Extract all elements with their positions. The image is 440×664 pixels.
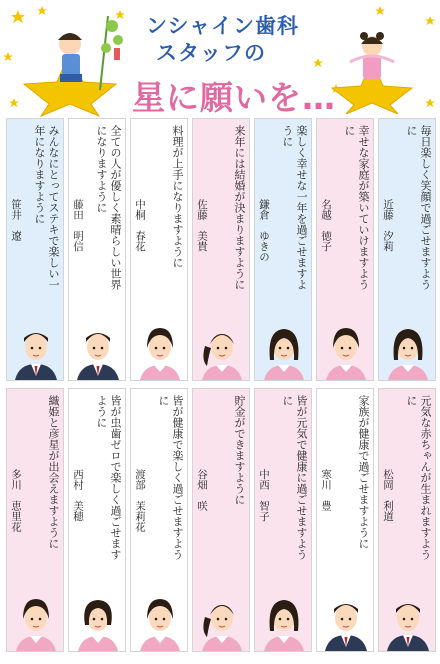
wish-card bbox=[6, 388, 64, 652]
star-icon bbox=[37, 6, 47, 15]
hikoboshi-icon bbox=[58, 16, 123, 90]
staff-portrait-icon bbox=[321, 591, 371, 651]
staff-portrait-icon bbox=[135, 320, 185, 380]
wish-card bbox=[254, 388, 312, 652]
star-icon bbox=[3, 52, 13, 61]
staff-name: 名越 徳子 bbox=[320, 199, 332, 252]
wish-text: 毎日楽しく笑顔で過ごせますように bbox=[405, 125, 432, 290]
staff-name: 笹井 遼 bbox=[10, 199, 22, 241]
wish-text: 皆が健康で楽しく過ごせますように bbox=[157, 395, 184, 560]
wish-text: 来年には結婚が決まりますように bbox=[233, 125, 246, 290]
staff-portrait-icon bbox=[321, 320, 371, 380]
staff-name: 中西 智子 bbox=[258, 469, 270, 522]
star-icon bbox=[425, 98, 435, 107]
staff-name: 近藤 汐莉 bbox=[382, 199, 394, 252]
staff-portrait-icon bbox=[73, 320, 123, 380]
wish-card bbox=[68, 118, 126, 381]
staff-name: 中桐 春花 bbox=[134, 199, 146, 252]
wish-text: 料理が上手になりますように bbox=[171, 125, 184, 268]
wish-text: 楽しく幸せな一年を過ごせますように bbox=[281, 125, 308, 290]
wish-card bbox=[68, 388, 126, 652]
wish-card bbox=[130, 388, 188, 652]
staff-portrait-icon bbox=[11, 320, 61, 380]
title-line3: 星に願いを… bbox=[132, 78, 336, 117]
title-line1: ンシャイン歯科 bbox=[146, 14, 300, 38]
staff-portrait-icon bbox=[383, 591, 433, 651]
staff-portrait-icon bbox=[383, 320, 433, 380]
staff-portrait-icon bbox=[197, 320, 247, 380]
wish-card bbox=[192, 118, 250, 381]
staff-name: 松岡 利道 bbox=[382, 469, 394, 522]
wish-card bbox=[6, 118, 64, 381]
wish-text: 貯金ができますように bbox=[233, 395, 246, 505]
staff-name: 寒川 豊 bbox=[320, 469, 332, 511]
staff-portrait-icon bbox=[73, 591, 123, 651]
wish-card bbox=[192, 388, 250, 652]
star-icon bbox=[9, 98, 19, 107]
staff-portrait-icon bbox=[259, 320, 309, 380]
staff-name: 藤田 明信 bbox=[72, 199, 84, 252]
title-line2: スタッフの bbox=[156, 41, 266, 65]
staff-name: 鎌倉 ゆきの bbox=[258, 199, 270, 262]
wish-text: 元気な赤ちゃんが生まれますように bbox=[405, 395, 432, 560]
staff-name: 西村 美穂 bbox=[72, 469, 84, 522]
star-icon bbox=[11, 10, 25, 23]
wish-text: 幸せな家庭が築いていけますように bbox=[343, 125, 370, 290]
wish-text: 家族が健康で過ごせますように bbox=[357, 395, 370, 549]
orihime-icon bbox=[350, 32, 394, 79]
wish-card bbox=[316, 118, 374, 381]
wish-card bbox=[378, 118, 436, 381]
star-icon bbox=[313, 58, 323, 67]
wish-text: 織姫と彦星が出会えますように bbox=[47, 395, 60, 549]
wish-card bbox=[378, 388, 436, 652]
staff-portrait-icon bbox=[259, 591, 309, 651]
staff-name: 佐藤 美貴 bbox=[196, 199, 208, 252]
header bbox=[0, 0, 440, 118]
wish-card bbox=[254, 118, 312, 381]
wish-text: 皆が元気で健康に過ごせますように bbox=[281, 395, 308, 560]
star-icon bbox=[375, 6, 385, 15]
staff-name: 谷畑 咲 bbox=[196, 469, 208, 511]
wish-text: 皆が虫歯ゼロで楽しく過ごせますように bbox=[95, 395, 122, 560]
star-icon bbox=[115, 10, 125, 19]
star-icon bbox=[425, 16, 435, 25]
wish-card bbox=[130, 118, 188, 381]
staff-portrait-icon bbox=[135, 591, 185, 651]
wish-text: みんなにとってステキで楽しい一年になりますように bbox=[33, 125, 60, 290]
wish-card bbox=[316, 388, 374, 652]
staff-name: 多川 恵里花 bbox=[10, 469, 22, 532]
staff-portrait-icon bbox=[11, 591, 61, 651]
wish-text: 全ての人が優しく素晴らしい世界になりますように bbox=[95, 125, 122, 290]
staff-name: 渡部 茉莉花 bbox=[134, 469, 146, 532]
staff-portrait-icon bbox=[197, 591, 247, 651]
